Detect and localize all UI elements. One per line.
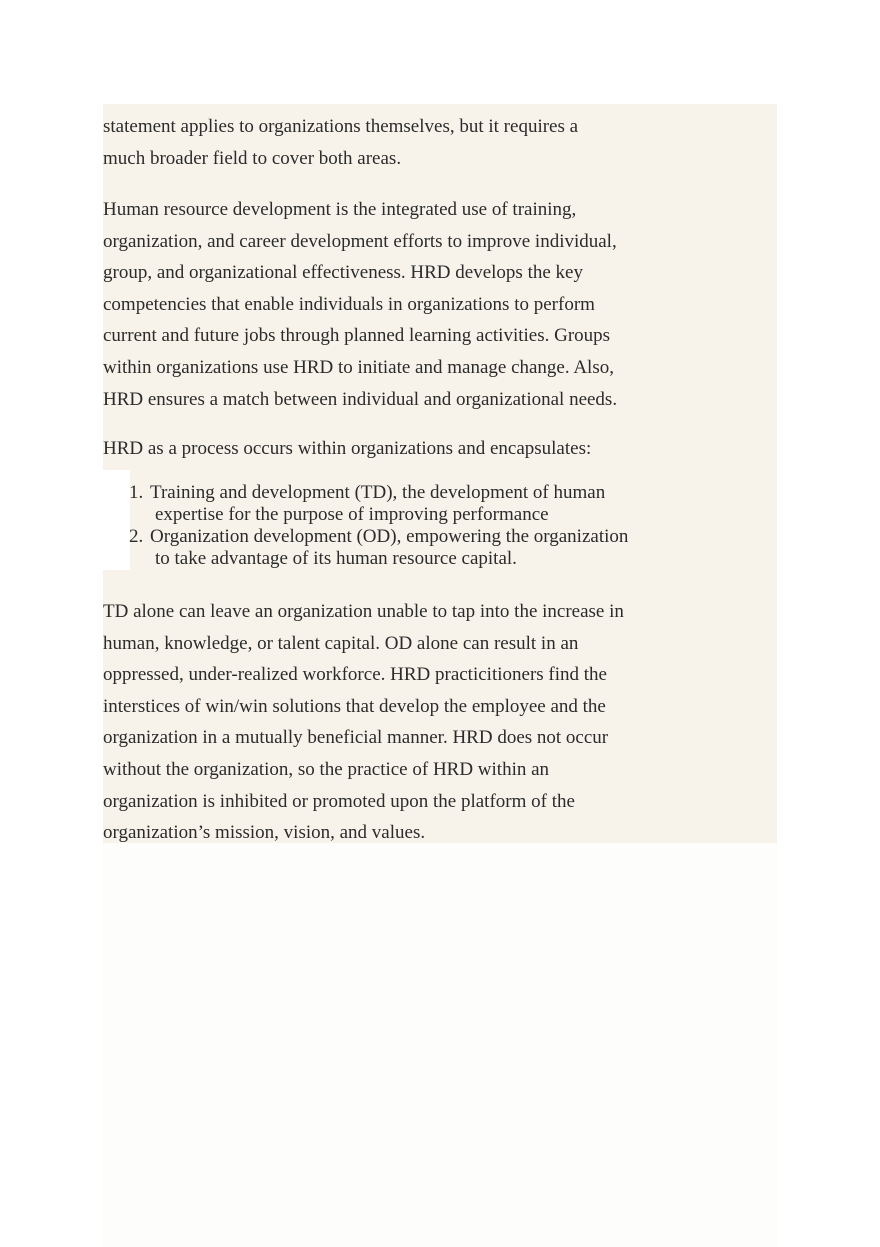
text-line: current and future jobs through planned learning activities. Groups <box>103 325 611 347</box>
list-number: 2. <box>129 526 144 547</box>
numbered-list <box>127 482 628 570</box>
text-line: TD alone can leave an organization unable to tap into the increase in <box>103 601 624 622</box>
document-content <box>103 104 777 843</box>
text-line: organization, and career development efforts to improve individual, <box>103 230 617 252</box>
page-lower-area <box>103 843 777 1247</box>
text-line: statement applies to organizations themselves, but it requires a <box>103 116 579 137</box>
list-item-text: expertise for the purpose of improving performance <box>155 504 549 525</box>
text-line: without the organization, so the practice of HRD within an <box>103 758 550 780</box>
text-line: interstices of win/win solutions that develop the employee and the <box>103 695 606 717</box>
list-item <box>127 526 628 570</box>
list-item <box>127 482 628 526</box>
paragraph-intro-continuation <box>103 111 578 174</box>
text-line: oppressed, under-realized workforce. HRD practicitioners find the <box>103 664 607 686</box>
paragraph-td-od-summary <box>103 596 624 849</box>
text-line: group, and organizational effectiveness. HRD develops the key <box>103 262 583 284</box>
text-line: organization is inhibited or promoted upon the platform of the <box>103 790 575 812</box>
paragraph-hrd-process <box>103 433 591 465</box>
text-line: Human resource development is the integrated use of training, <box>103 199 577 220</box>
list-item-text: to take advantage of its human resource capital. <box>155 548 517 569</box>
list-item-text: Training and development (TD), the development of human <box>150 482 606 503</box>
text-line: HRD as a process occurs within organizations and encapsulates: <box>103 438 592 459</box>
list-item-text: Organization development (OD), empowering the organization <box>150 526 629 547</box>
text-line: competencies that enable individuals in organizations to perform <box>103 293 595 315</box>
text-line: organization in a mutually beneficial manner. HRD does not occur <box>103 727 609 749</box>
paragraph-hrd-definition <box>103 194 617 415</box>
list-number: 1. <box>129 482 144 503</box>
text-line: human, knowledge, or talent capital. OD alone can result in an <box>103 632 579 654</box>
list-margin <box>103 470 130 570</box>
text-line: HRD ensures a match between individual and organizational needs. <box>103 388 618 410</box>
text-line: organization’s mission, vision, and values. <box>103 822 426 844</box>
text-line: within organizations use HRD to initiate and manage change. Also, <box>103 356 614 378</box>
text-line: much broader field to cover both areas. <box>103 147 402 169</box>
